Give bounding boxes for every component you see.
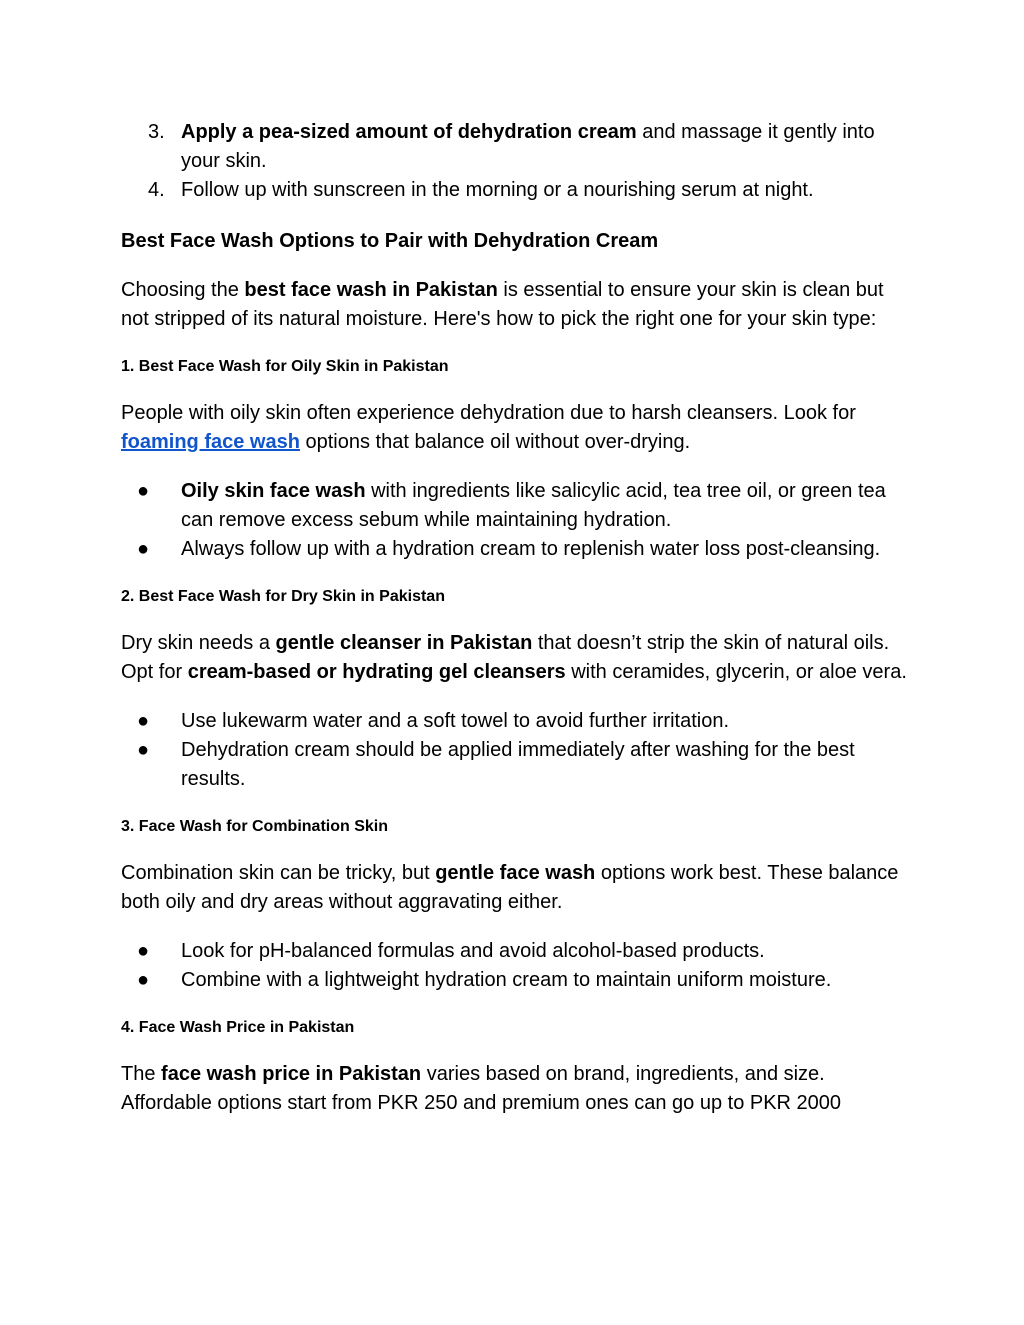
list-item: [121, 535, 911, 564]
section-heading: Best Face Wash Options to Pair with Dehydration Cream: [121, 230, 659, 252]
dry-bold: gentle cleanser in Pakistan: [275, 632, 533, 654]
price-bold: face wash price in Pakistan: [161, 1063, 422, 1085]
oily-text: People with oily skin often experience dehydration due to harsh cleansers. Look for: [121, 402, 856, 424]
step-text: and massage it gently into your skin.: [181, 121, 875, 172]
dry-text: with ceramides, glycerin, or aloe vera.: [565, 661, 907, 683]
intro-paragraph: [121, 276, 911, 334]
price-text: The: [121, 1063, 162, 1085]
bullet-text: Always follow up with a hydration cream to replenish water loss post-cleansing.: [181, 538, 881, 560]
combo-heading: 3. Face Wash for Combination Skin: [121, 818, 388, 835]
bullet-text: Dehydration cream should be applied immediately after washing for the best results.: [181, 739, 855, 790]
bullet-text: with ingredients like salicylic acid, tea tree oil, or green tea can remove excess sebum while maintaining hydration.: [181, 480, 886, 531]
combo-paragraph: [121, 859, 911, 917]
intro-text: is essential to ensure your skin is clean but not stripped of its natural moisture. Here's how to pick the right one for your skin type:: [121, 279, 884, 330]
oily-heading: 1. Best Face Wash for Oily Skin in Pakistan: [121, 358, 449, 375]
list-item: [121, 937, 911, 966]
oily-paragraph: [121, 399, 911, 457]
combo-text: options work best. These balance both oily and dry areas without aggravating either.: [121, 862, 899, 913]
list-item: [121, 736, 911, 794]
bullet: ●: [137, 710, 150, 732]
dry-text: that doesn’t strip the skin of natural oils. Opt for: [121, 632, 890, 683]
oily-bullets: [121, 477, 911, 564]
bullet-bold: Oily skin face wash: [181, 480, 366, 502]
price-heading: 4. Face Wash Price in Pakistan: [121, 1019, 355, 1036]
bullet-text: Combine with a lightweight hydration cream to maintain uniform moisture.: [181, 969, 832, 991]
bullet: ●: [137, 940, 150, 962]
price-text: varies based on brand, ingredients, and size. Affordable options start from PKR 250 and premium ones can go up to PKR 2000: [121, 1063, 842, 1114]
bullet: ●: [137, 480, 150, 502]
list-item: [121, 707, 911, 736]
intro-text: Choosing the: [121, 279, 245, 301]
list-item: [121, 966, 911, 995]
list-item: [121, 176, 911, 205]
bullet: ●: [137, 739, 150, 761]
steps-list: [121, 118, 911, 205]
step-number: 3.: [148, 121, 165, 143]
dry-bullets: [121, 707, 911, 794]
intro-bold: best face wash in Pakistan: [244, 279, 498, 301]
foaming-face-wash-link[interactable]: foaming face wash: [121, 431, 300, 453]
bullet-text: Look for pH-balanced formulas and avoid alcohol-based products.: [181, 940, 765, 962]
step-number: 4.: [148, 179, 165, 201]
step-text: Follow up with sunscreen in the morning or a nourishing serum at night.: [181, 179, 814, 201]
combo-text: Combination skin can be tricky, but: [121, 862, 436, 884]
list-item: [121, 477, 911, 535]
combo-bullets: [121, 937, 911, 995]
oily-text: options that balance oil without over-drying.: [299, 431, 691, 453]
combo-bold: gentle face wash: [435, 862, 596, 884]
document-page: [121, 118, 911, 1118]
dry-paragraph: [121, 629, 911, 687]
list-item: [121, 118, 911, 176]
dry-bold: cream-based or hydrating gel cleansers: [187, 661, 566, 683]
dry-text: Dry skin needs a: [121, 632, 276, 654]
dry-heading: 2. Best Face Wash for Dry Skin in Pakistan: [121, 588, 445, 605]
bullet-text: Use lukewarm water and a soft towel to avoid further irritation.: [181, 710, 730, 732]
step-bold-text: Apply a pea-sized amount of dehydration cream: [181, 121, 637, 143]
bullet: ●: [137, 538, 150, 560]
bullet: ●: [137, 969, 150, 991]
price-paragraph: [121, 1060, 911, 1118]
